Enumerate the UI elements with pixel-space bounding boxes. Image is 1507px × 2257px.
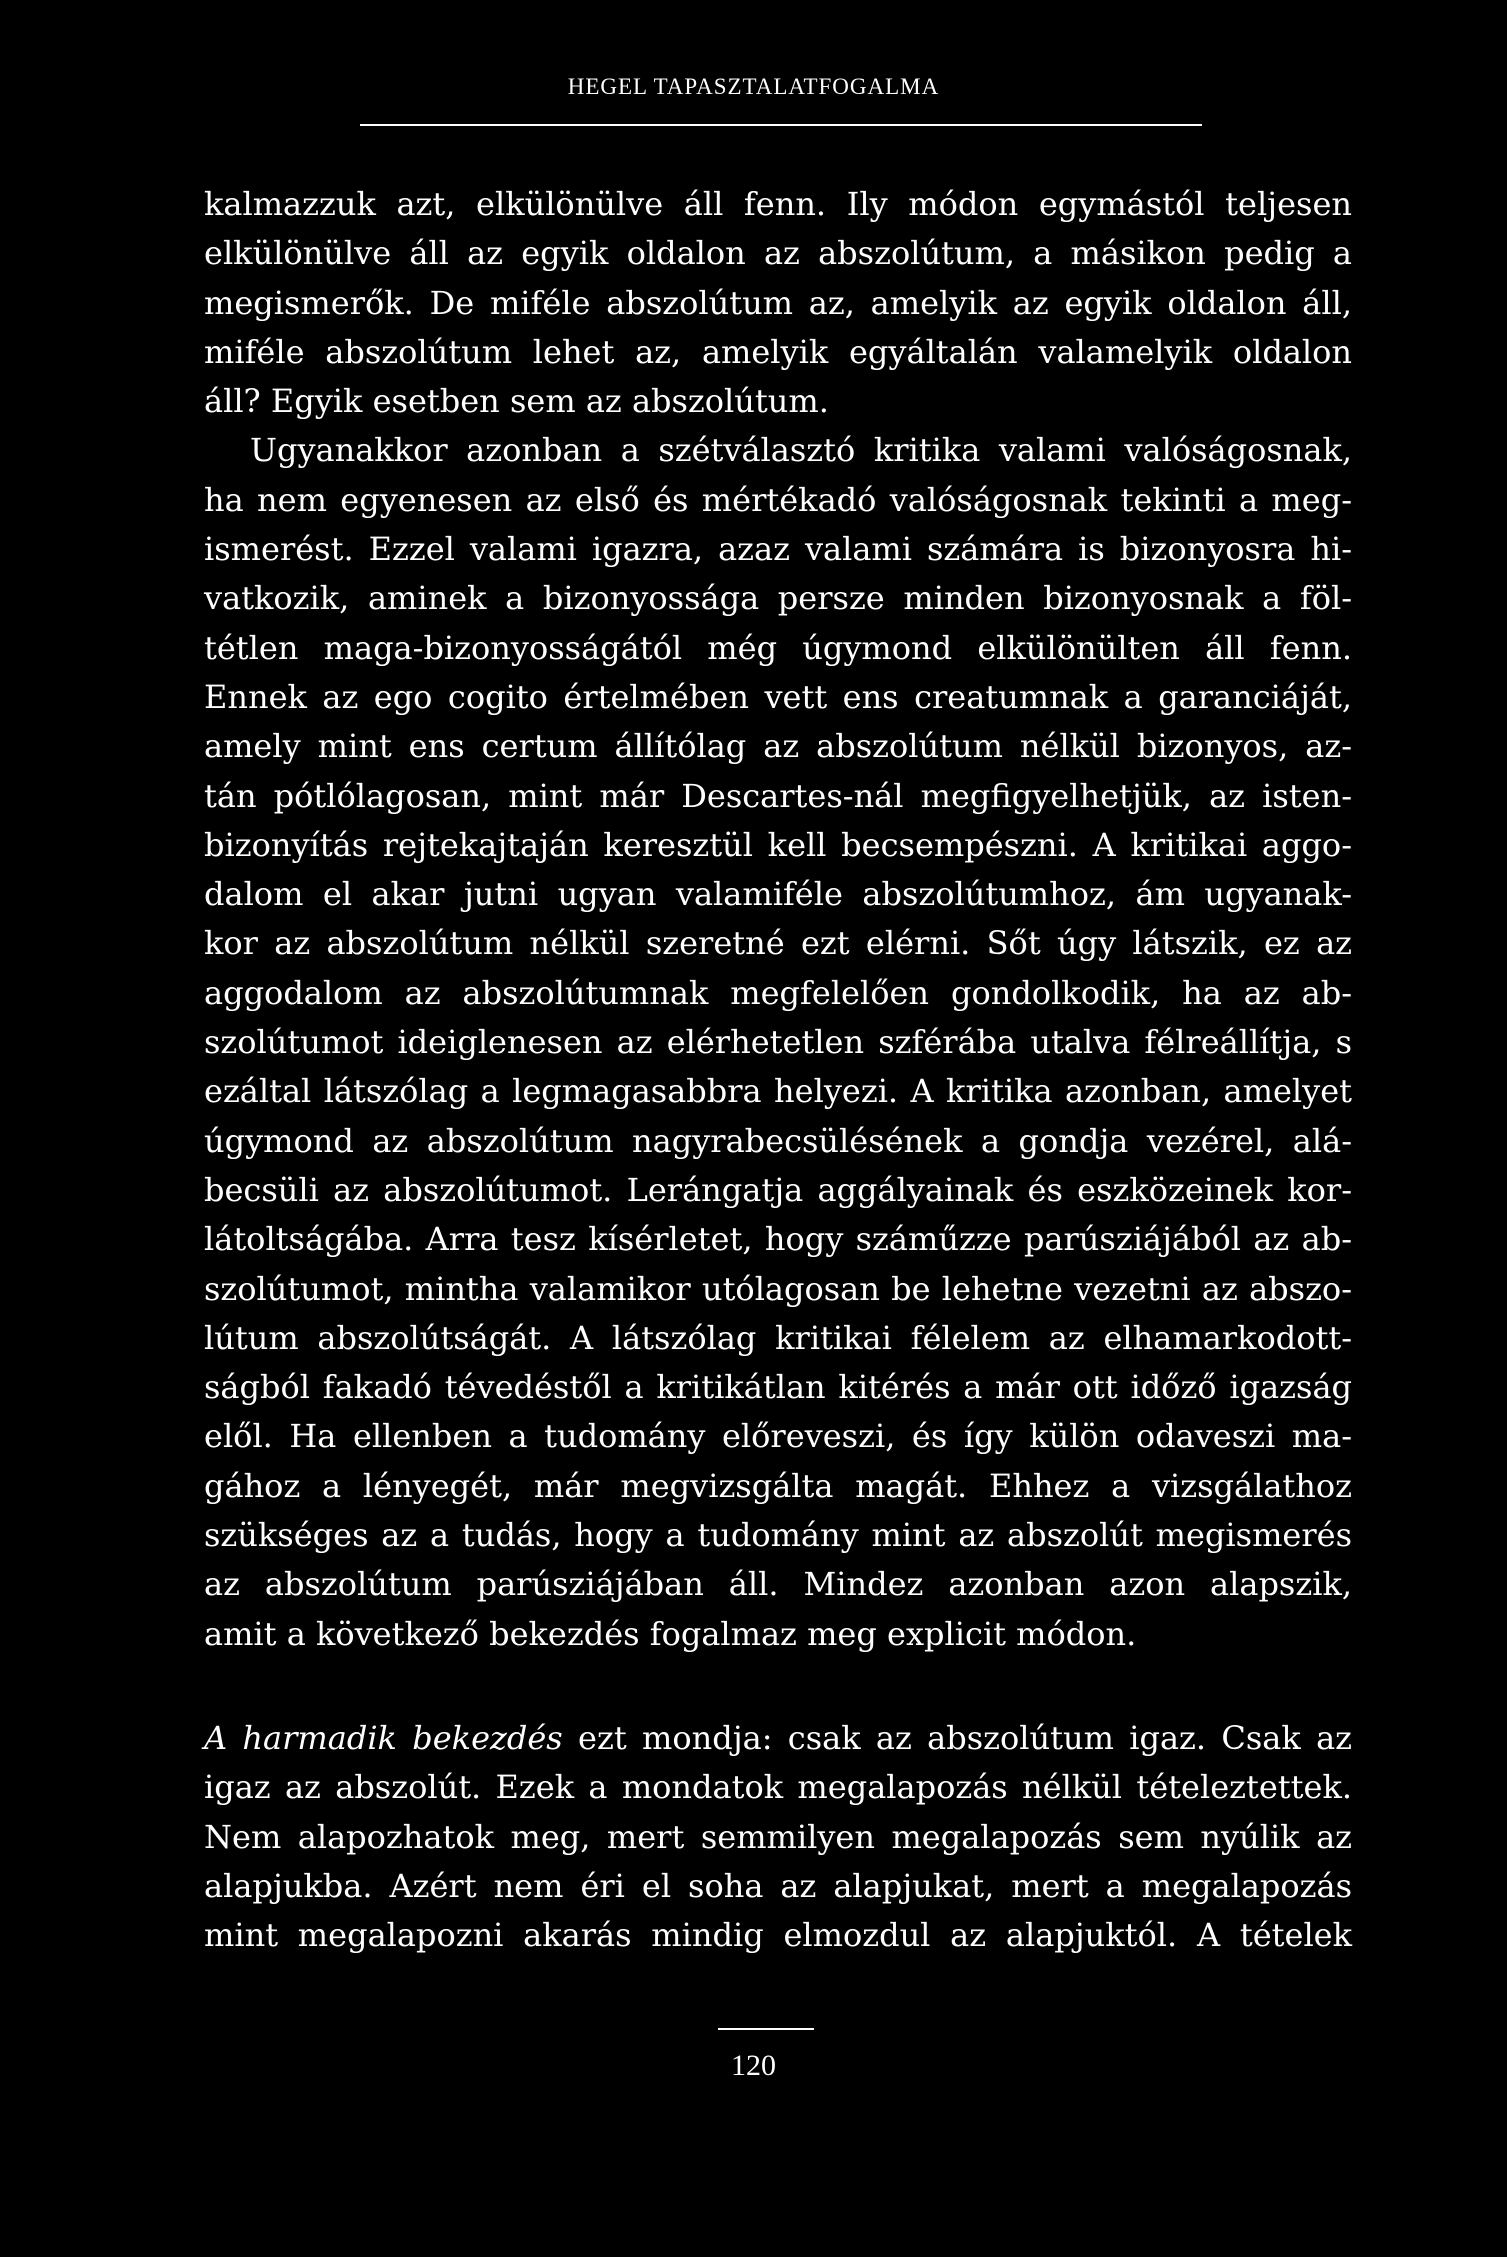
text-line: mint megalapozni akarás mindig elmozdul az alapjuktól. A tételek [204,1916,1352,1955]
text-line: tétlen maga-bizonyosságától még úgymond elkülönülten áll fenn. [204,628,1352,667]
text-line: bizonyítás rejtekajtaján keresztül kell becsempészni. A kritikai aggo- [204,825,1352,864]
text-line: az abszolútum parúsziájában áll. Mindez azonban azon alapszik, [204,1565,1352,1604]
text-line: áll? Egyik esetben sem az abszolútum. [204,382,829,421]
text-line: becsüli az abszolútumot. Lerángatja aggályainak és eszközeinek kor- [204,1170,1352,1209]
text-line: elől. Ha ellenben a tudomány előreveszi, és így külön odaveszi ma- [204,1417,1352,1456]
text-line: szolútumot ideiglenesen az elérhetetlen szférába utalva félreállítja, s [204,1023,1352,1062]
text-line: amely mint ens certum állítólag az abszolútum nélkül bizonyos, az- [204,727,1352,766]
text-line: tán pótlólagosan, mint már Descartes-nál megfigyelhetjük, az isten- [204,776,1352,815]
text-line: amit a következő bekezdés fogalmaz meg explicit módon. [204,1614,1137,1653]
header-rule [360,124,1202,126]
text-line: Ugyanakkor azonban a szétválasztó kritika valami valóságosnak, [250,431,1352,470]
text-line: ságból fakadó tévedéstől a kritikátlan kitérés a már ott időző igazság [204,1368,1352,1407]
text-line: igaz az abszolút. Ezek a mondatok megalapozás nélkül tételeztettek. [204,1768,1352,1807]
text-line: ezáltal látszólag a legmagasabbra helyezi. A kritika azonban, amelyet [204,1072,1352,1111]
text-line [204,1714,1352,1763]
text-line: dalom el akar jutni ugyan valamiféle abszolútumhoz, ám ugyanak- [204,875,1352,914]
text-line: látoltságába. Arra tesz kísérletet, hogy száműzze parúsziájából az ab- [204,1220,1352,1259]
running-header: HEGEL TAPASZTALATFOGALMA [567,74,940,99]
text-line: ha nem egyenesen az első és mértékadó valóságosnak tekinti a meg- [204,480,1352,519]
text-line: úgymond az abszolútum nagyrabecsülésének a gondja vezérel, alá- [204,1121,1352,1160]
text-line: gához a lényegét, már megvizsgálta magát. Ehhez a vizsgálathoz [204,1466,1352,1505]
text-run: ezt mondja: csak az abszolútum igaz. Csak az [562,1718,1352,1757]
page-number: 120 [731,2049,776,2082]
text-line: ismerést. Ezzel valami igazra, azaz valami számára is bizonyosra hi- [204,530,1352,569]
text-line: lútum abszolútságát. A látszólag kritikai félelem az elhamarkodott- [204,1318,1352,1357]
footer-rule [718,2028,814,2030]
text-line: kalmazzuk azt, elkülönülve áll fenn. Ily módon egymástól teljesen [204,185,1352,223]
paragraph-gap [204,1659,1352,1714]
text-line: aggodalom az abszolútumnak megfelelően gondolkodik, ha az ab- [204,973,1352,1012]
text-line: miféle abszolútum lehet az, amelyik egyáltalán valamelyik oldalon [204,332,1352,371]
text-line: alapjukba. Azért nem éri el soha az alapjukat, mert a megalapozás [204,1866,1352,1905]
italic-phrase: A harmadik bekezdés [204,1718,563,1757]
body-text [204,180,1352,1960]
text-line: Nem alapozhatok meg, mert semmilyen megalapozás sem nyúlik az [204,1817,1352,1856]
text-line: elkülönülve áll az egyik oldalon az abszolútum, a másikon pedig a [204,234,1352,273]
text-line: megismerők. De miféle abszolútum az, amelyik az egyik oldalon áll, [204,283,1352,322]
text-line: Ennek az ego cogito értelmében vett ens creatumnak a garanciáját, [204,677,1352,716]
text-line: szolútumot, mintha valamikor utólagosan be lehetne vezetni az abszo- [204,1269,1352,1308]
text-line: kor az abszolútum nélkül szeretné ezt elérni. Sőt úgy látszik, ez az [204,924,1352,963]
text-line: vatkozik, aminek a bizonyossága persze minden bizonyosnak a föl- [204,579,1352,618]
text-line: szükséges az a tudás, hogy a tudomány mint az abszolút megismerés [204,1516,1352,1555]
